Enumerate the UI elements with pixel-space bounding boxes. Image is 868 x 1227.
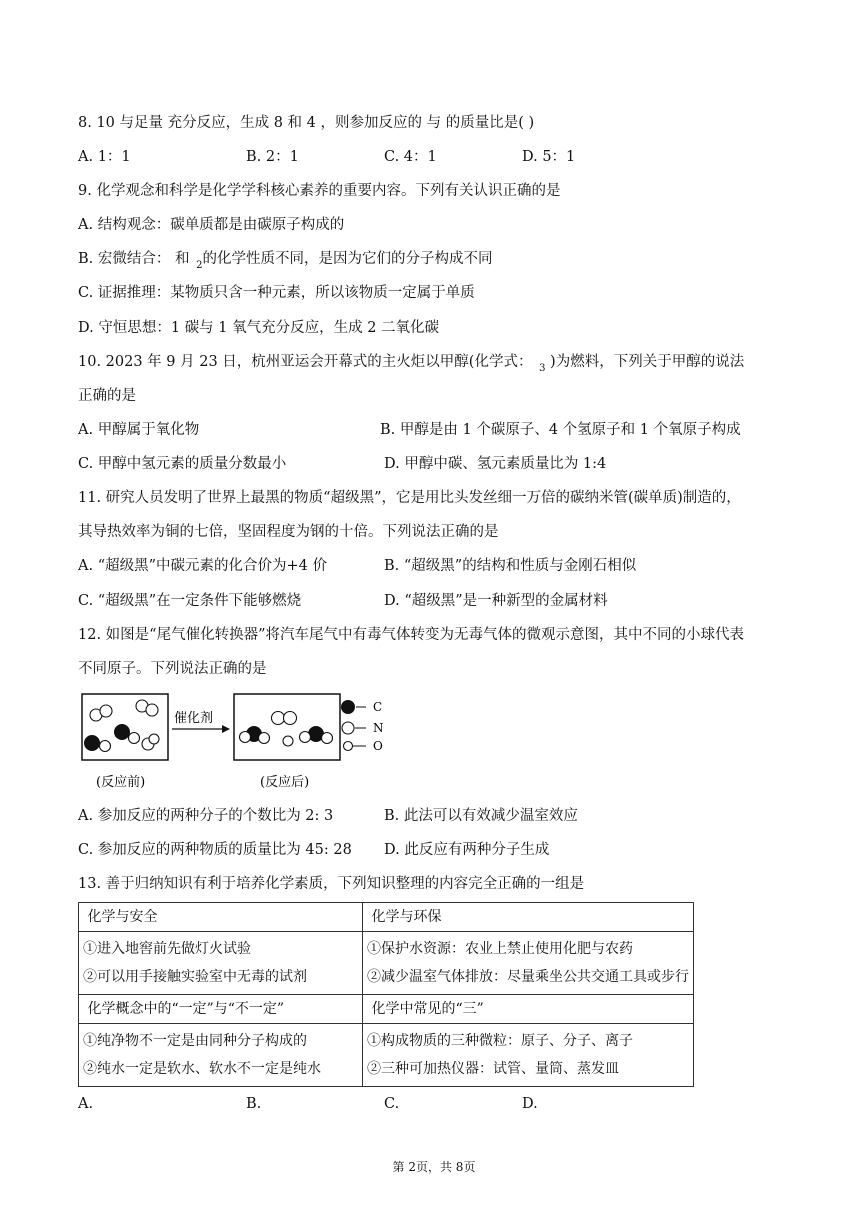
- catalyst-label: 催化剂: [174, 711, 214, 726]
- c-atom: [114, 724, 130, 740]
- q11-line2: 其导热效率为铜的七倍，坚固程度为钢的十倍。下列说法正确的是: [78, 524, 499, 540]
- cell-line: ②可以用手接触实验室中无毒的试剂: [83, 969, 307, 985]
- legend-c-label: C: [373, 700, 383, 714]
- cell-line: ①纯净物不一定是由同种分子构成的: [83, 1033, 307, 1049]
- table-header-concepts: [79, 995, 363, 1024]
- q9-option-b: [78, 249, 492, 271]
- header-text: 化学与安全: [87, 909, 158, 925]
- q13-option-d: D.: [522, 1096, 538, 1112]
- q9-option-a: A. 结构观念：碳单质都是由碳原子构成的: [78, 217, 345, 233]
- q9-option-d: D. 守恒思想：1 碳与 1 氧气充分反应，生成 2 二氧化碳: [78, 320, 440, 336]
- cell-line: ②纯水一定是软水、软水不一定是纯水: [83, 1061, 321, 1077]
- o-atom: [100, 741, 111, 752]
- o-atom: [129, 733, 140, 744]
- table-row: [79, 995, 694, 1024]
- o-atom: [322, 733, 333, 744]
- q10-line1: [78, 352, 744, 374]
- q12-option-a: A. 参加反应的两种分子的个数比为 2: 3: [78, 808, 334, 824]
- o-atom: [300, 732, 311, 743]
- header-text: 化学与环保: [371, 909, 442, 925]
- q12-option-d: D. 此反应有两种分子生成: [384, 842, 550, 858]
- o-atom: [100, 705, 112, 717]
- legend-c-icon: [341, 700, 355, 714]
- q10-option-c: C. 甲醇中氢元素的质量分数最小: [78, 456, 287, 472]
- q13-option-b: B.: [246, 1096, 262, 1112]
- q10-line1-sub: 3: [539, 363, 546, 374]
- q13-stem: 13. 善于归纳知识有利于培养化学素质，下列知识整理的内容完全正确的一组是: [78, 876, 585, 892]
- o-atom: [149, 734, 159, 744]
- legend-o-icon: [344, 742, 353, 751]
- q10-line1-pre: 10. 2023 年 9 月 23 日，杭州亚运会开幕式的主火炬以甲醇(化学式：: [78, 354, 538, 370]
- table-row: [79, 903, 694, 932]
- table-header-threes: [363, 995, 694, 1024]
- arrow-head: [222, 725, 230, 733]
- q8-option-b: B. 2：1: [246, 149, 299, 165]
- o-atom: [146, 704, 158, 716]
- cell-line: ②三种可加热仪器：试管、量筒、蒸发皿: [367, 1061, 619, 1077]
- table-header-safety: [79, 903, 363, 932]
- table-cell: [363, 1024, 694, 1087]
- o-atom: [284, 712, 297, 725]
- table-cell: [363, 932, 694, 995]
- table-cell: [79, 1024, 363, 1087]
- cell-line: ①构成物质的三种微粒：原子、分子、离子: [367, 1033, 633, 1049]
- q10-option-a: A. 甲醇属于氧化物: [78, 422, 200, 438]
- legend-n-icon: [342, 722, 354, 734]
- q13-option-a: A.: [78, 1096, 94, 1112]
- table-header-environment: [363, 903, 694, 932]
- q9-b-pre: B. 宏微结合： 和: [78, 251, 195, 267]
- q12-option-b: B. 此法可以有效减少温室效应: [384, 808, 578, 824]
- header-text: 化学中常见的“三”: [371, 1001, 484, 1017]
- after-caption: (反应后): [260, 775, 310, 790]
- q10-option-b: B. 甲醇是由 1 个碳原子、4 个氢原子和 1 个氧原子构成: [380, 422, 741, 438]
- q9-option-c: C. 证据推理：某物质只含一种元素，所以该物质一定属于单质: [78, 285, 475, 301]
- legend-o-label: O: [373, 739, 383, 753]
- q10-line1-post: )为燃料，下列关于甲醇的说法: [545, 354, 745, 370]
- q12-line1: 12. 如图是“尾气催化转换器”将汽车尾气中有毒气体转变为无毒气体的微观示意图，其中不同的小球代表: [78, 627, 744, 643]
- table-row: [79, 932, 694, 995]
- q9-b-sub: 2: [196, 260, 203, 271]
- q11-option-d: D. “超级黑”是一种新型的金属材料: [384, 593, 608, 609]
- o-atom: [240, 732, 251, 743]
- q12-line2: 不同原子。下列说法正确的是: [78, 661, 267, 677]
- q12-option-c: C. 参加反应的两种物质的质量比为 45: 28: [78, 842, 352, 858]
- q9-stem: 9. 化学观念和科学是化学学科核心素养的重要内容。下列有关认识正确的是: [78, 183, 561, 199]
- table-row: [79, 1024, 694, 1087]
- q8-stem: 8. 10 与足量 充分反应，生成 8 和 4 ，则参加反应的 与 的质量比是( ): [78, 115, 535, 131]
- table-cell: [79, 932, 363, 995]
- q8-option-a: A. 1：1: [78, 149, 131, 165]
- q10-line2: 正确的是: [78, 388, 136, 404]
- reaction-diagram: [76, 688, 406, 796]
- q13-option-c: C.: [384, 1096, 400, 1112]
- o-atom: [272, 712, 285, 725]
- o-atom: [259, 733, 270, 744]
- q10-option-d: D. 甲醇中碳、氢元素质量比为 1:4: [384, 456, 607, 472]
- cell-line: ①进入地窖前先做灯火试验: [83, 941, 251, 957]
- legend-n-label: N: [373, 721, 384, 735]
- knowledge-table: [78, 902, 694, 1087]
- q9-b-post: 的化学性质不同，是因为它们的分子构成不同: [202, 251, 493, 267]
- q11-option-a: A. “超级黑”中碳元素的化合价为+4 价: [78, 558, 327, 574]
- q11-option-b: B. “超级黑”的结构和性质与金刚石相似: [384, 558, 637, 574]
- q11-line1: 11. 研究人员发明了世界上最黑的物质“超级黑”，它是用比头发丝细一万倍的碳纳米管(碳单质)制造的，: [78, 490, 741, 506]
- cell-line: ②减少温室气体排放：尽量乘坐公共交通工具或步行: [367, 969, 689, 985]
- header-text: 化学概念中的“一定”与“不一定”: [87, 1001, 285, 1017]
- cell-line: ①保护水资源：农业上禁止使用化肥与农药: [367, 941, 633, 957]
- page-footer: 第 2页，共 8页: [392, 1160, 476, 1174]
- q8-option-c: C. 4：1: [384, 149, 437, 165]
- after-box: [234, 694, 340, 760]
- o-atom: [283, 736, 293, 746]
- q11-option-c: C. “超级黑”在一定条件下能够燃烧: [78, 593, 302, 609]
- q8-option-d: D. 5：1: [522, 149, 576, 165]
- c-atom: [84, 735, 100, 751]
- before-caption: (反应前): [96, 775, 146, 790]
